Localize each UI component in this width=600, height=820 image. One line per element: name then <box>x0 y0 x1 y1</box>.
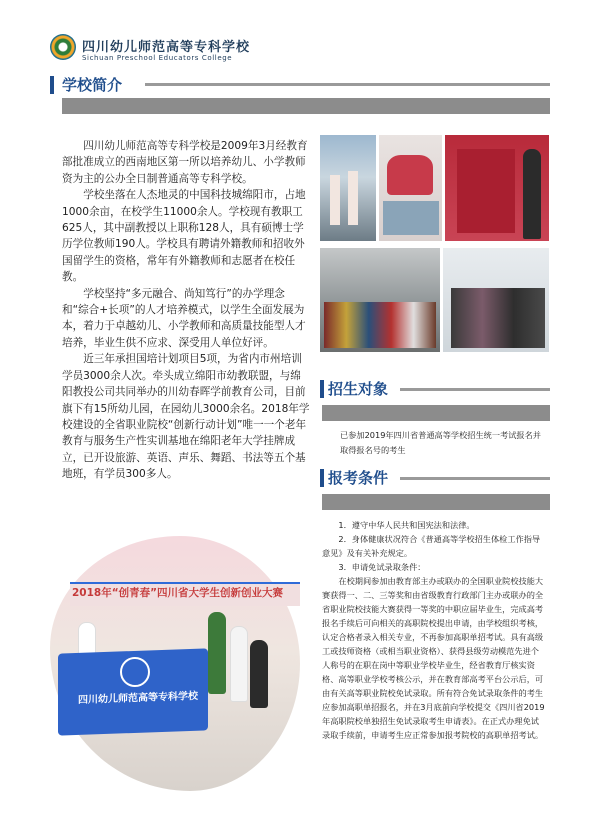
condition-item: 1．遵守中华人民共和国宪法和法律。 <box>338 520 475 530</box>
flag-emblem-icon <box>120 657 150 687</box>
poster <box>457 149 515 233</box>
flag-college-name: 四川幼儿师范高等专科学校 <box>78 690 198 707</box>
section-marker <box>320 469 324 487</box>
title-rule <box>400 477 550 480</box>
section-marker <box>320 380 324 398</box>
student-figure <box>230 626 248 702</box>
presenter-poster-photo <box>445 135 549 241</box>
college-logo <box>50 34 76 60</box>
conditions-title: 报考条件 <box>328 469 389 487</box>
presenter-figure <box>523 149 541 239</box>
condition-item: 在校期间参加由教育部主办或联办的全国职业院校技能大赛获得一、二、三等奖和由省级教育行政部门主办或联办的全省职业院校技能大赛获得一等奖的中职应届毕业生，完成高考报名手续后可向相关的高职院校提出申请，由学校组织考核，认定合格者录入相关专业，不再参加高职单招考试。具有高级工或技师资格（或相当职业资格）、获得县级劳动模范先进个人称号的在职在岗中等职业学校毕业生，经省教育厅核实资格、高等职业学校考核公示，并在教育部高考平台公示后，可由有关高等职业院校免试录取。所有符合免试录取条件的考生应参加高职单招报名，并在3月底前向学校提交《四川省2019年高职院校单独招生免试录取考生申请表》。在正式办理免试录取手续前，申请考生应正常参加报考院校的高职单招考试。 <box>322 576 545 740</box>
costume-group <box>324 302 436 348</box>
conditions-list <box>322 518 546 742</box>
ethnic-costume-group-photo <box>320 248 440 352</box>
ballet-dancers-photo <box>320 135 376 241</box>
gray-band <box>62 98 550 114</box>
title-rule <box>400 388 550 391</box>
dance-class-photo <box>443 248 549 352</box>
dancer-figure <box>348 171 358 225</box>
intro-paragraph: 学校坐落在人杰地灵的中国科技城绵阳市，占地1000余亩，在校学生11000余人。学校现有教职工625人，其中副教授以上职称128人，具有硕博士学历学位教师190人。学校具有聘请外籍教师和招收外国留学生的资格，常年有外籍教师和志愿者在校任教。 <box>62 189 306 284</box>
condition-item: 2．身体健康状况符合《普通高等学校招生体检工作指导意见》及有关补充规定。 <box>322 534 541 558</box>
competition-banner-text: 2018年“创青春”四川省大学生创新创业大赛 <box>72 587 284 599</box>
gray-band <box>322 405 550 421</box>
student-figure <box>208 612 226 694</box>
intro-paragraph: 学校坚持“多元融合、尚知笃行”的办学理念和“综合+长项”的人才培养模式，以学生全面发展为本，着力于卓越幼儿、小学教师和高质量技能型人才培养，毕业生供不应求、深受用人单位好评。 <box>62 287 306 349</box>
students-classroom-photo <box>379 135 442 241</box>
students-desks <box>383 201 439 235</box>
gray-band <box>322 494 550 510</box>
intro-paragraph: 近三年承担国培计划项目5项，为省内市州培训学员3000余人次。牵头成立绵阳市幼教联盟，与绵阳教投公司共同举办的川幼春晖学前教育公司，目前旗下有15所幼儿园，在园幼儿3000余名。2018年学校建设的全省职业院校“创新行动计划”唯一一个老年教育与服务生产性实训基地在绵阳老年大学挂牌成立，已开设旅游、英语、声乐、舞蹈、书法等五个基地班，有学员300多人。 <box>62 353 310 481</box>
intro-paragraph: 四川幼儿师范高等专科学校是2009年3月经教育部批准成立的西南地区第一所以培养幼儿、小学教师资为主的公办全日制普通高等专科学校。 <box>62 140 308 185</box>
title-rule <box>145 83 550 86</box>
section-marker <box>50 76 54 94</box>
dance-students <box>451 288 545 348</box>
college-name-en: Sichuan Preschool Educators College <box>82 54 233 62</box>
enrollment-target-title: 招生对象 <box>328 380 389 398</box>
school-intro-title: 学校简介 <box>62 76 123 94</box>
condition-item: 3．申请免试录取条件： <box>338 562 426 572</box>
school-intro-text <box>62 138 310 483</box>
dancer-figure <box>330 175 340 225</box>
dancer-skirt <box>387 155 433 195</box>
college-name-cn: 四川幼儿师范高等专科学校 <box>82 40 251 55</box>
student-figure <box>250 640 268 708</box>
enrollment-target-text: 已参加2019年四川省普通高等学校招生统一考试报名并取得报名号的考生 <box>340 430 541 455</box>
